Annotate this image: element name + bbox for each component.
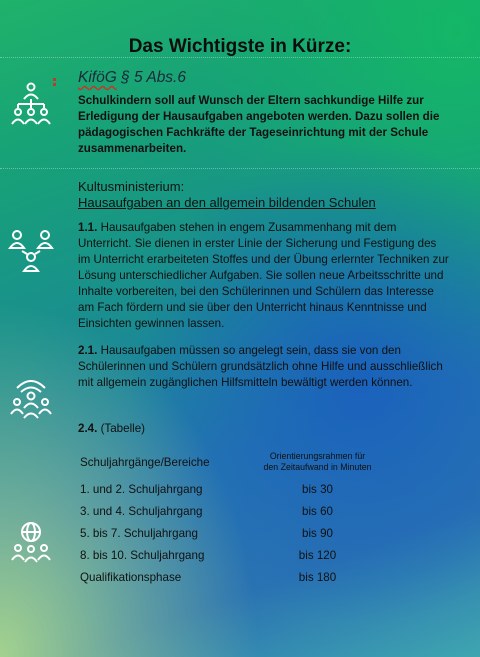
broadcast-group-icon [8,374,54,420]
table-cell-grade: Qualifikationsphase [80,570,182,584]
table-row [80,500,385,522]
table-header-grades: Schuljahrgänge/Bereiche [80,455,210,469]
org-chart-people-icon [8,80,54,126]
section-number: 2.4. [78,422,98,435]
table-cell-time: bis 60 [302,504,333,518]
table-cell-time: bis 180 [298,570,337,584]
page-title: Das Wichtigste in Kürze: [128,36,352,57]
table-section-text: (Tabelle) [97,422,146,435]
section-1-1-paragraph [78,220,450,332]
table-row [80,566,385,588]
table-header-time-line2: den Zeitaufwand in Minuten [263,462,372,472]
table-cell-grade: 8. bis 10. Schuljahrgang [80,548,205,562]
table-header-time-line1: Orientierungsrahmen für [269,451,366,461]
section-2-1-paragraph [78,343,450,391]
section-text: Hausaufgaben stehen in engem Zusammenhang mit dem Unterricht. Sie dienen in erster Linie der Sicherung und Festigung des im Unterricht erarbeiteten Stoffes und der Übung erlernter Techniken zur Lösung unterschiedlicher Aufgaben. Sie sollen neue Arbeitsschritte und Inhalte vorbereiten, bei den Schülerinnen und Schülern das Interesse am Fach fördern und sie über den Unterricht hinaus Kenntnisse und Einsichten gewinnen lassen. [78,221,449,330]
dotted-guide-line [0,168,480,169]
table-row [80,478,385,500]
law-reference-rest: § 5 Abs.6 [116,69,186,86]
table-cell-time: bis 90 [302,526,333,540]
section-text: Hausaufgaben müssen so angelegt sein, dass sie von den Schülerinnen und Schülern grundsätzlich ohne Hilfe und ausschließlich mit allgemein zugänglichen Hilfsmitteln bewältigt werden können. [78,344,443,389]
intro-paragraph: Schulkindern soll auf Wunsch der Eltern sachkundige Hilfe zur Erledigung der Hausaufgaben angeboten werden. Dazu sollen die pädagogischen Fachkräfte der Tageseinrichtung mit der Schule zusammenarbeiten. [78,94,440,155]
homework-time-table [80,446,385,588]
table-cell-time: bis 30 [302,482,333,496]
ministry-label: Kultusministerium: [78,179,185,194]
law-reference-word: KiföG [78,69,117,86]
connected-people-icon [8,228,54,274]
table-section-label [78,422,450,435]
law-reference [78,69,450,87]
table-cell-grade: 1. und 2. Schuljahrgang [80,482,203,496]
table-row [80,544,385,566]
table-cell-grade: 5. bis 7. Schuljahrgang [80,526,198,540]
table-header-time [250,446,385,478]
table-header-row [80,446,385,478]
ministry-subtitle: Hausaufgaben an den allgemein bildenden Schulen [78,195,376,210]
globe-group-icon [8,520,54,566]
section-number: 2.1. [78,344,98,357]
table-cell-grade: 3. und 4. Schuljahrgang [80,504,203,518]
section-number: 1.1. [78,221,98,234]
table-cell-time: bis 120 [298,548,337,562]
table-row [80,522,385,544]
marker-icon [52,78,57,87]
